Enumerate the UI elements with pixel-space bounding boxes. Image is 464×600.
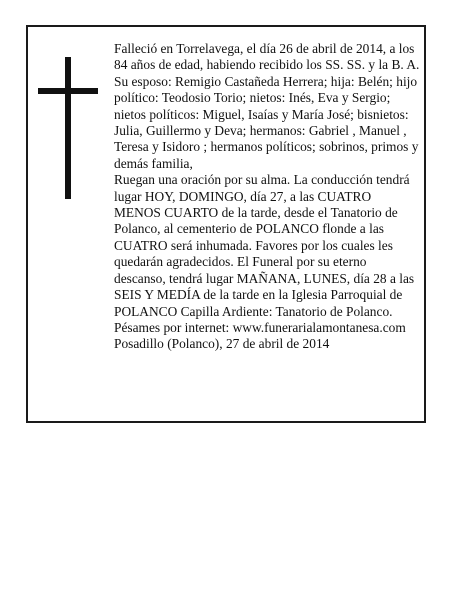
death-announcement: Falleció en Torrelavega, el día 26 de abril de 2014, a los 84 años de edad, habiendo recibido los SS. SS. y la B. A. xyxy=(114,41,420,73)
funeral-details: Ruegan una oración por su alma. La conducción tendrá lugar HOY, DOMINGO, día 27, a las CUATRO MENOS CUARTO de la tarde, desde el Tanatorio de Polanco, al cementerio de POLANCO flonde a las CUATRO será inhumada. Favores por los cuales les quedarán agradecidos. El Funeral por su eterno descanso, tendrá lugar MAÑANA, LUNES, día 28 a las SEIS Y MEDÍA de la tarde en la Iglesia Parroquial de POLANCO Capilla Ardiente: Tanatorio de Polanco. xyxy=(114,172,415,319)
cross-horizontal-bar xyxy=(38,88,98,94)
notice-text xyxy=(114,41,420,353)
obituary-notice xyxy=(26,25,426,423)
latin-cross-icon xyxy=(38,57,98,199)
family-list: Su esposo: Remigio Castañeda Herrera; hija: Belén; hijo político: Teodosio Torio; nietos: Inés, Eva y Sergio; nietos políticos: Miguel, Isaías y María José; bisnietos: Julia, Guillermo y Deva; hermanos: Gabriel , Manuel , Teresa y Isidoro ; hermanos políticos; sobrinos, primos y demás familia, xyxy=(114,73,419,171)
cross-vertical-bar xyxy=(65,57,71,199)
condolences-website: Pésames por internet: www.funerarialamontanesa.com xyxy=(114,319,406,335)
place-and-date: Posadillo (Polanco), 27 de abril de 2014 xyxy=(114,336,330,352)
